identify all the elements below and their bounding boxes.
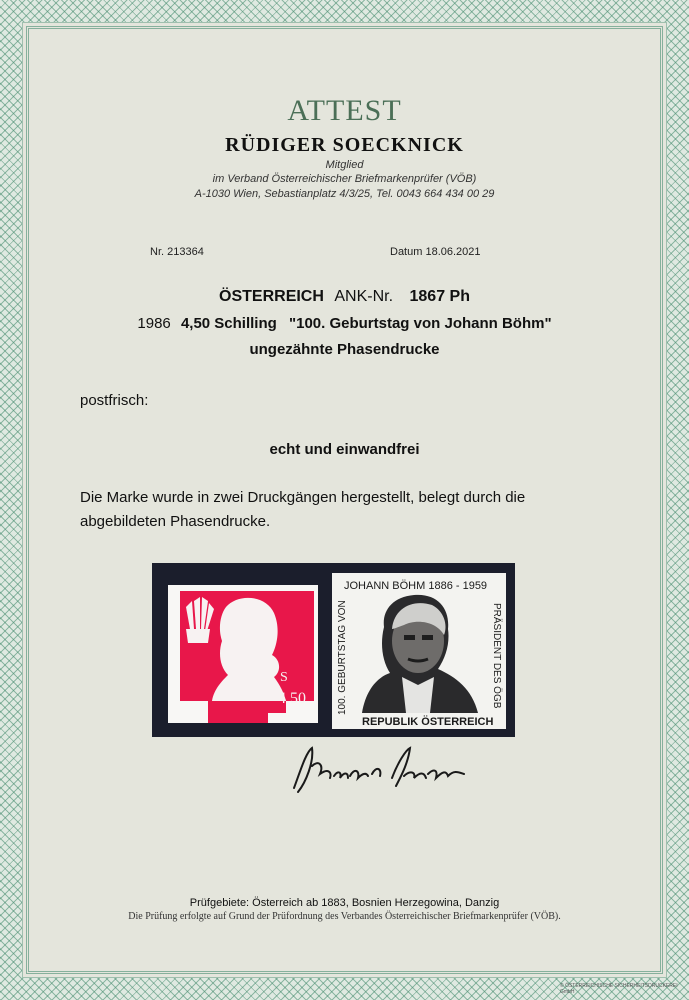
stamp-red-artwork xyxy=(168,585,318,723)
description-line-2: abgebildeten Phasendrucke. xyxy=(80,513,271,530)
stamp-black-phase xyxy=(332,573,506,729)
stamp-red-phase xyxy=(168,585,318,723)
stamp2-left-text: 100. GEBURTSTAG VON xyxy=(337,600,348,715)
verdict: echt und einwandfrei xyxy=(269,441,420,458)
security-print-note: © ÖSTERREICHISCHE SICHERHEITSDRUCKEREI GmbH xyxy=(560,983,678,995)
issue-subject: "100. Geburtstag von Johann Böhm" xyxy=(288,315,552,332)
stamp-images xyxy=(152,563,515,737)
catalog-number: 1867 Ph xyxy=(409,288,470,305)
expert-name: RÜDIGER SOECKNICK xyxy=(225,134,464,156)
catalog-heading xyxy=(0,288,689,306)
signature-image xyxy=(288,742,488,800)
issue-line xyxy=(0,315,689,332)
membership-text: Mitglied xyxy=(325,159,364,171)
stamp2-bottom-text: REPUBLIK ÖSTERREICH xyxy=(362,716,494,728)
stamp-black-artwork xyxy=(332,573,506,729)
stamp2-right-text: PRÄSIDENT DES ÖGB xyxy=(491,603,502,709)
issue-value: 4,50 Schilling xyxy=(180,315,277,332)
certificate-date: Datum 18.06.2021 xyxy=(390,246,481,258)
certificate-number: Nr. 213364 xyxy=(150,246,204,258)
variety: ungezähnte Phasendrucke xyxy=(249,341,440,358)
stamp1-value: 4.50 xyxy=(278,690,306,707)
association-text: im Verband Österreichischer Briefmarkenprüfer (VÖB) xyxy=(212,173,477,185)
issue-year: 1986 xyxy=(137,315,171,332)
country: ÖSTERREICH xyxy=(219,288,324,305)
footer-expertise-areas: Prüfgebiete: Österreich ab 1883, Bosnien Herzegowina, Danzig xyxy=(189,897,500,909)
stamp1-s: S xyxy=(280,670,288,685)
description-line-1: Die Marke wurde in zwei Druckgängen hergestellt, belegt durch die xyxy=(80,489,526,506)
certificate-title: ATTEST xyxy=(287,94,402,127)
stamp2-top-text: JOHANN BÖHM 1886 - 1959 xyxy=(344,580,488,592)
address-text: A-1030 Wien, Sebastianplatz 4/3/25, Tel. 0043 664 434 00 29 xyxy=(194,188,495,200)
condition: postfrisch: xyxy=(80,392,149,409)
footer-legal-note: Die Prüfung erfolgte auf Grund der Prüfordnung des Verbandes Österreichischer Briefmarkenprüfer (VÖB). xyxy=(128,911,561,922)
catalog-label: ANK-Nr. xyxy=(334,288,394,305)
